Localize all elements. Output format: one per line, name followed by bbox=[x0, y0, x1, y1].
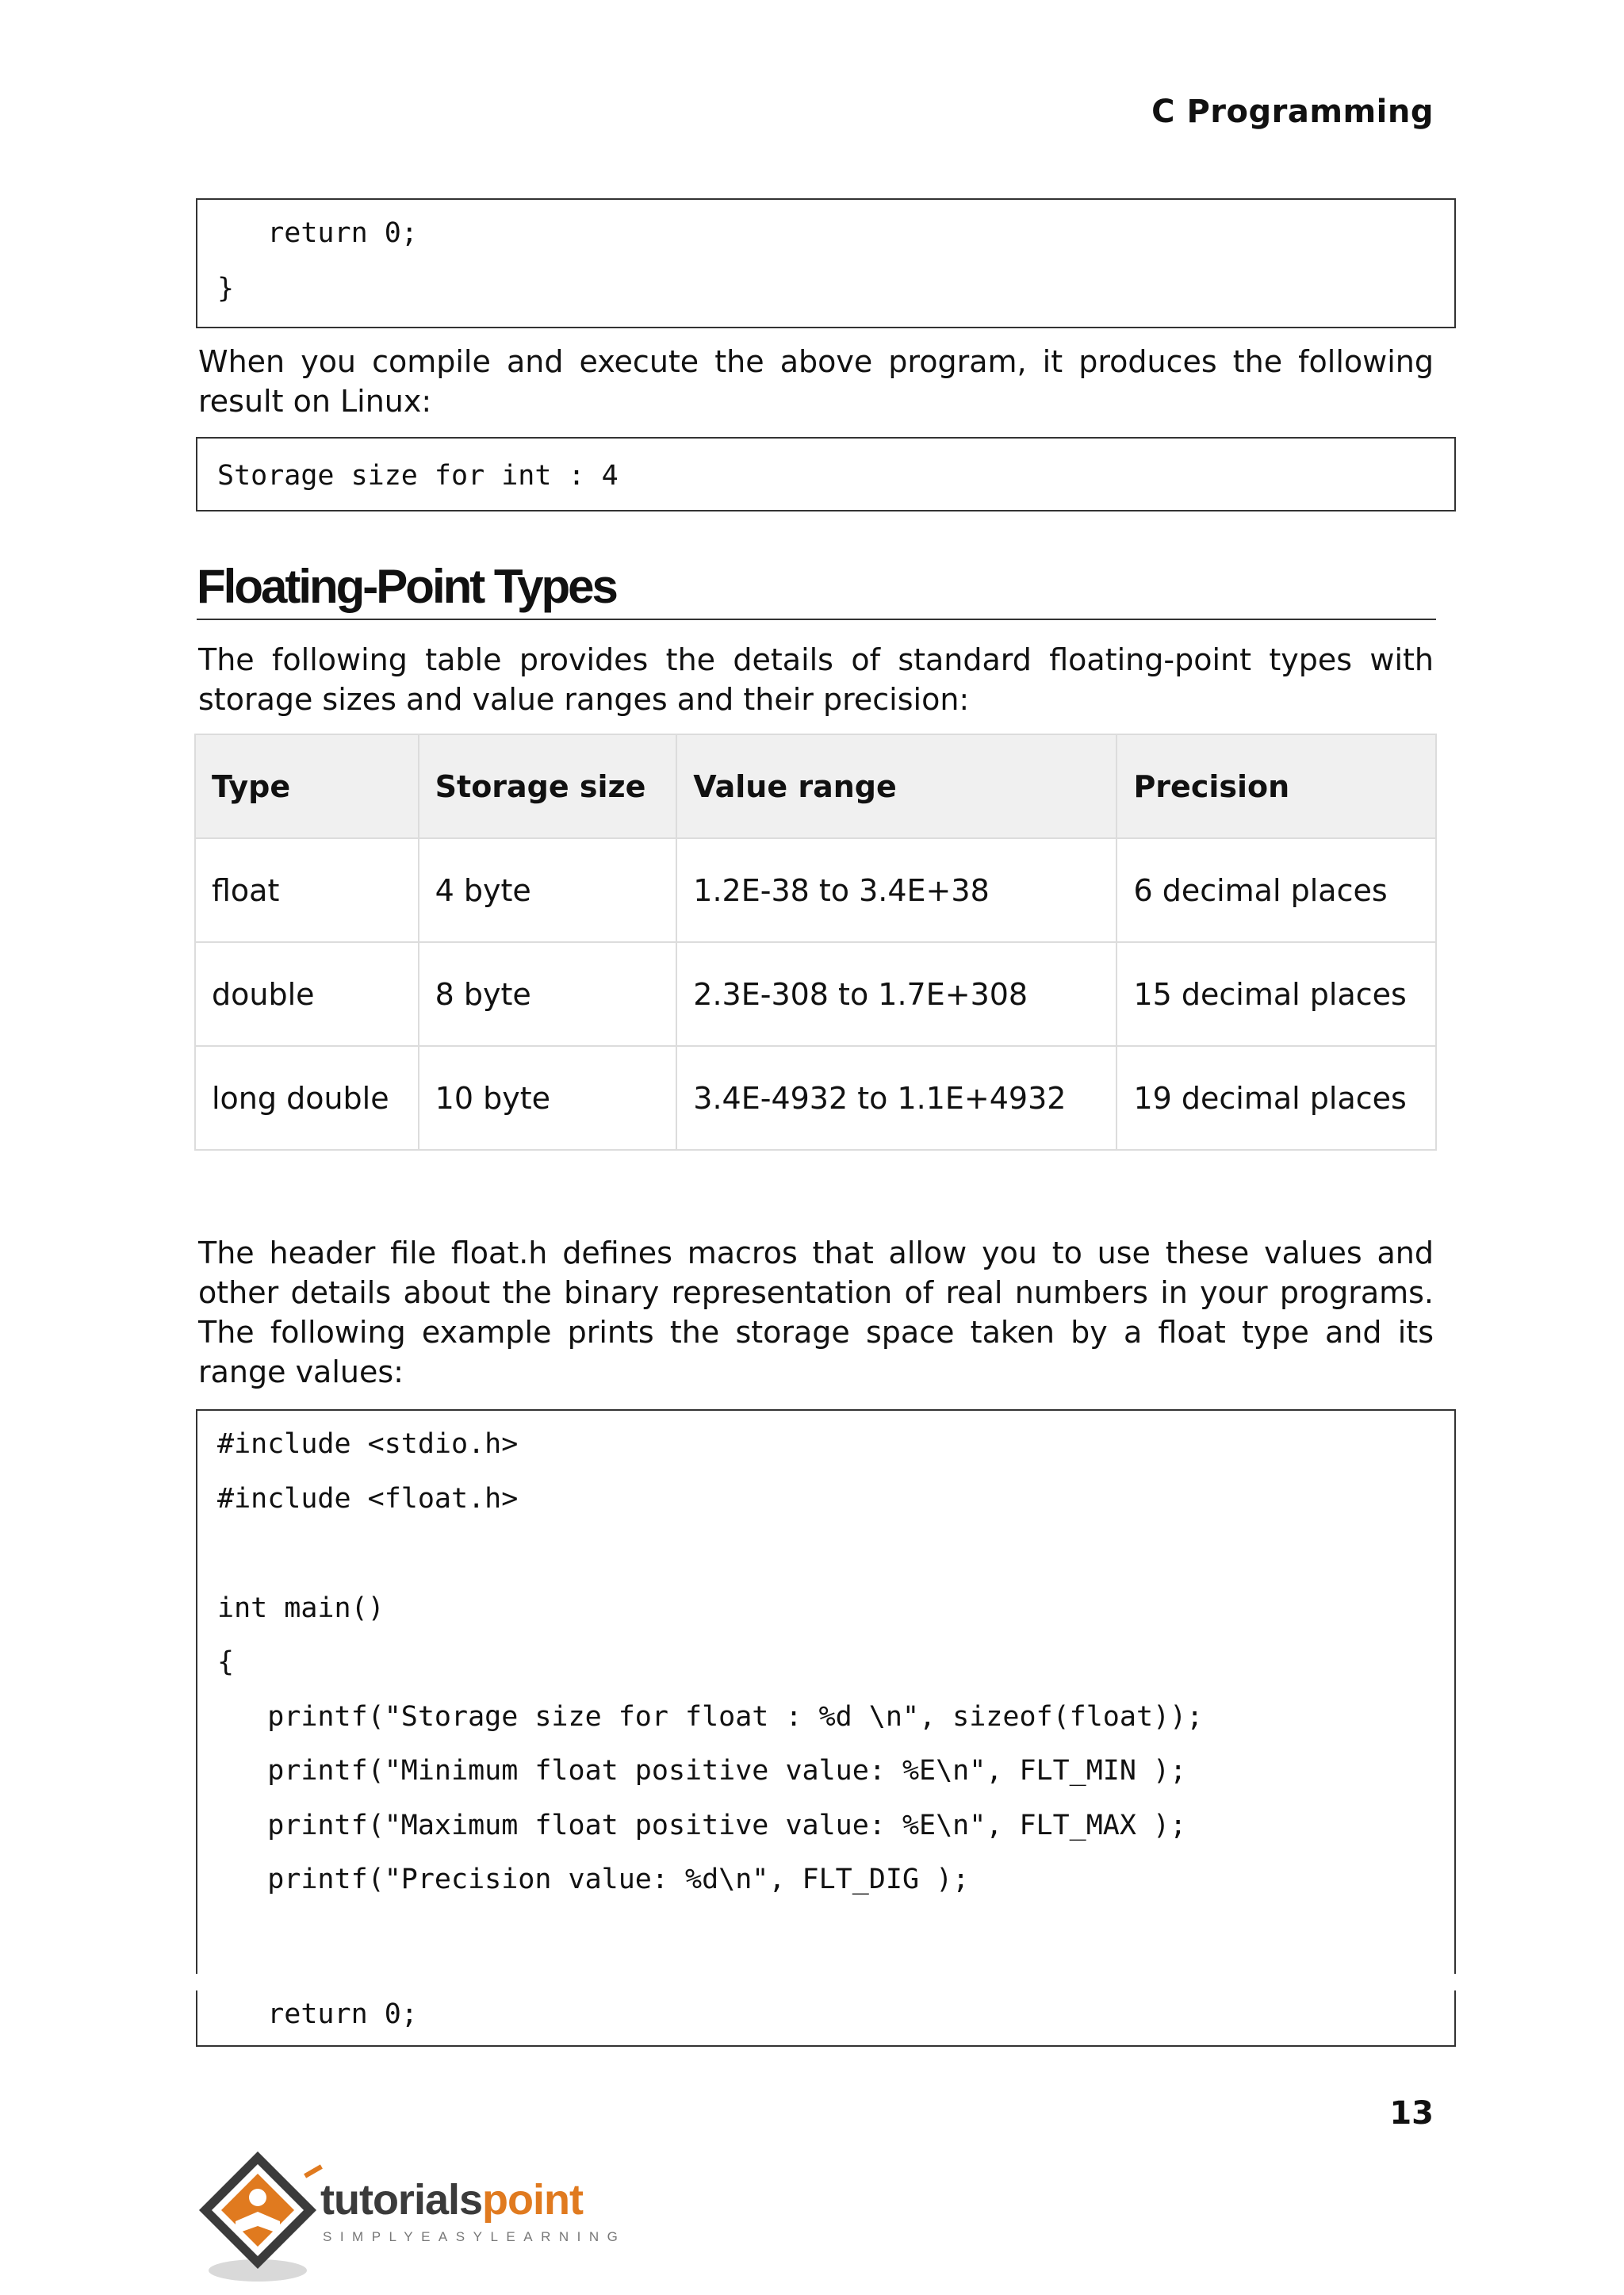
section-heading: Floating-Point Types bbox=[197, 560, 616, 613]
table-cell: 15 decimal places bbox=[1116, 942, 1436, 1046]
table-row bbox=[195, 838, 1436, 942]
table-cell: 8 byte bbox=[419, 942, 677, 1046]
logo-tagline: SIMPLYEASYLEARNING bbox=[323, 2229, 626, 2244]
table-cell: 4 byte bbox=[419, 838, 677, 942]
code-line: { bbox=[217, 1646, 235, 1678]
code-line: #include <float.h> bbox=[217, 1483, 519, 1515]
code-line: printf("Storage size for float : %d \n", sizeof(float)); bbox=[217, 1701, 1204, 1733]
code-block-bottom bbox=[196, 1990, 1456, 2047]
paragraph-table-intro: The following table provides the details of standard floating-point types with storage sizes and value ranges and their precision: bbox=[198, 642, 1434, 717]
code-line: } bbox=[217, 273, 235, 305]
column-header-storage-size: Storage size bbox=[419, 734, 677, 838]
code-line: int main() bbox=[217, 1592, 385, 1624]
code-line: printf("Minimum float positive value: %E\n", FLT_MIN ); bbox=[217, 1755, 1187, 1787]
logo-word-tutorials: tutorials bbox=[320, 2176, 483, 2224]
column-header-precision: Precision bbox=[1116, 734, 1436, 838]
table-cell: 6 decimal places bbox=[1116, 838, 1436, 942]
output-line: Storage size for int : 4 bbox=[217, 460, 619, 492]
table-cell: float bbox=[195, 838, 419, 942]
code-line: return 0; bbox=[217, 1998, 418, 2030]
table-cell: 3.4E-4932 to 1.1E+4932 bbox=[676, 1046, 1116, 1150]
code-line: return 0; bbox=[217, 217, 418, 249]
logo-word-point: point bbox=[482, 2176, 583, 2224]
table-row bbox=[195, 1046, 1436, 1150]
floating-point-types-table bbox=[194, 734, 1437, 1151]
paragraph-float-h: The header file float.h defines macros that allow you to use these values and other details about the binary representation of real numbers in your programs. The following example prints the storage space taken by a float type and its range values: bbox=[198, 1236, 1434, 1389]
page-number: 13 bbox=[1389, 2095, 1434, 2132]
column-header-type: Type bbox=[195, 734, 419, 838]
output-block bbox=[196, 437, 1456, 511]
paragraph-compile-result: When you compile and execute the above program, it produces the following result on Linux: bbox=[198, 344, 1434, 419]
table-cell: double bbox=[195, 942, 419, 1046]
code-line: #include <stdio.h> bbox=[217, 1428, 519, 1460]
code-line: printf("Precision value: %d\n", FLT_DIG ); bbox=[217, 1864, 970, 1895]
logo-emblem-icon bbox=[196, 2145, 323, 2288]
table-cell: 1.2E-38 to 3.4E+38 bbox=[676, 838, 1116, 942]
logo-wordmark bbox=[320, 2175, 583, 2224]
running-header: C Programming bbox=[1151, 94, 1434, 130]
table-cell: 19 decimal places bbox=[1116, 1046, 1436, 1150]
table-cell: long double bbox=[195, 1046, 419, 1150]
table-header-row bbox=[195, 734, 1436, 838]
code-block-top bbox=[196, 198, 1456, 328]
code-block-main bbox=[196, 1409, 1456, 1974]
table-cell: 10 byte bbox=[419, 1046, 677, 1150]
heading-underline bbox=[197, 619, 1436, 620]
table-row bbox=[195, 942, 1436, 1046]
tutorialspoint-logo bbox=[196, 2145, 640, 2288]
code-line: printf("Maximum float positive value: %E\n", FLT_MAX ); bbox=[217, 1810, 1187, 1841]
column-header-value-range: Value range bbox=[676, 734, 1116, 838]
table-cell: 2.3E-308 to 1.7E+308 bbox=[676, 942, 1116, 1046]
